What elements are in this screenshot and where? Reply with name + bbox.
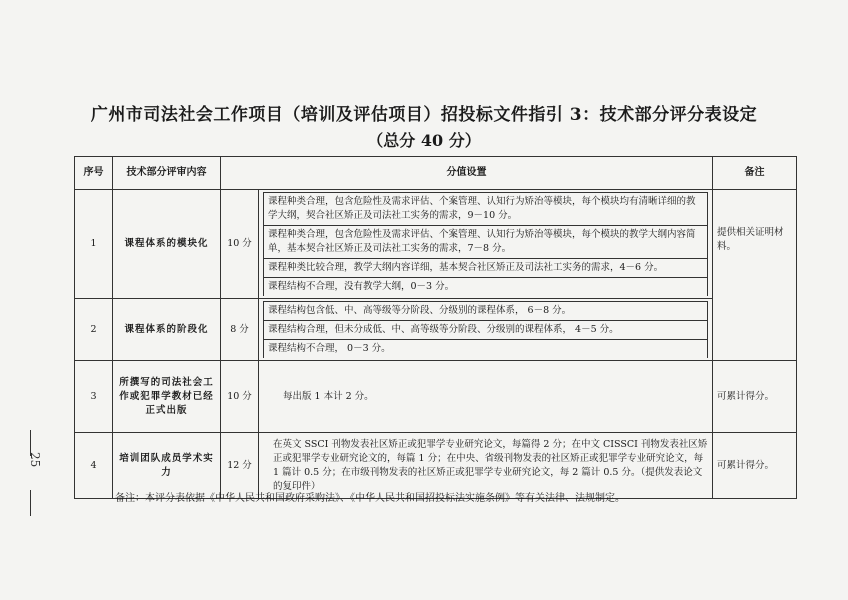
footnote: 备注：本评分表依据《中华人民共和国政府采购法》、《中华人民共和国招投标法实施条例》等有关法律、法规制定。: [115, 493, 625, 504]
scoring-table: [74, 156, 797, 499]
criterion: 课程结构不合理， 0－3 分。: [264, 340, 708, 359]
row-number: 4: [75, 433, 113, 499]
criterion: 课程种类合理，包含危险性及需求评估、个案管理、认知行为矫治等模块，每个模块均有清晰详细的教学大纲，契合社区矫正及司法社工实务的需求，9－10 分。: [264, 193, 708, 226]
criterion: 课程结构包含低、中、高等级等分阶段、分级别的课程体系， 6－8 分。: [264, 302, 708, 321]
row-note: 可累计得分。: [713, 433, 797, 499]
row-points: 10 分: [221, 361, 259, 433]
row-item: 所撰写的司法社会工作或犯罪学教材已经正式出版: [113, 361, 221, 433]
row-criteria: [259, 361, 713, 433]
row-item: 培训团队成员学术实力: [113, 433, 221, 499]
table-row: [75, 361, 797, 433]
row-points: 8 分: [221, 299, 259, 361]
row-number: 1: [75, 190, 113, 299]
row-item: 课程体系的阶段化: [113, 299, 221, 361]
table-row: [75, 190, 797, 299]
row-points: 10 分: [221, 190, 259, 299]
row-points: 12 分: [221, 433, 259, 499]
criterion: 课程结构不合理，没有教学大纲，0－3 分。: [264, 278, 708, 297]
page-title: 广州市司法社会工作项目（培训及评估项目）招投标文件指引 3：技术部分评分表设定: [90, 105, 758, 125]
row-note: 提供相关证明材料。: [713, 190, 797, 361]
row-item: 课程体系的模块化: [113, 190, 221, 299]
row-criteria: [259, 299, 713, 361]
page-number: 25: [28, 452, 42, 468]
criterion: 在英文 SSCI 刊物发表社区矫正或犯罪学专业研究论文，每篇得 2 分；在中文 CISSCI 刊物发表社区矫正或犯罪学专业研究论文的，每篇 1 分；在中央、省级刊物发表的社区矫正或犯罪学专业研究论文，每 1 篇计 0.5 分；在市级刊物发表的社区矫正或犯罪学专业研究论文，每 2 篇计 0.5 分。（提供发表论文的复印件）: [273, 438, 708, 492]
table-header-row: [75, 157, 797, 190]
header-scoring: 分值设置: [221, 157, 713, 190]
header-note: 备注: [713, 157, 797, 190]
criterion: 课程结构合理，但未分成低、中、高等级等分阶段、分级别的课程体系， 4－5 分。: [264, 321, 708, 340]
criterion: 每出版 1 本计 2 分。: [283, 390, 374, 402]
header-no: 序号: [75, 157, 113, 190]
row-note: 可累计得分。: [713, 361, 797, 433]
criterion: 课程种类比较合理，教学大纲内容详细，基本契合社区矫正及司法社工实务的需求，4－6 分。: [264, 259, 708, 278]
row-number: 3: [75, 361, 113, 433]
table-row: [75, 299, 797, 361]
criterion: 课程种类合理，包含危险性及需求评估、个案管理、认知行为矫治等模块，每个模块的教学大纲内容简单，基本契合社区矫正及司法社工实务的需求，7－8 分。: [264, 226, 708, 259]
header-item: 技术部分评审内容: [113, 157, 221, 190]
page-number-rule-bottom: [30, 490, 31, 516]
row-criteria: [259, 190, 713, 299]
page-subtitle: （总分 40 分）: [367, 131, 481, 150]
row-number: 2: [75, 299, 113, 361]
